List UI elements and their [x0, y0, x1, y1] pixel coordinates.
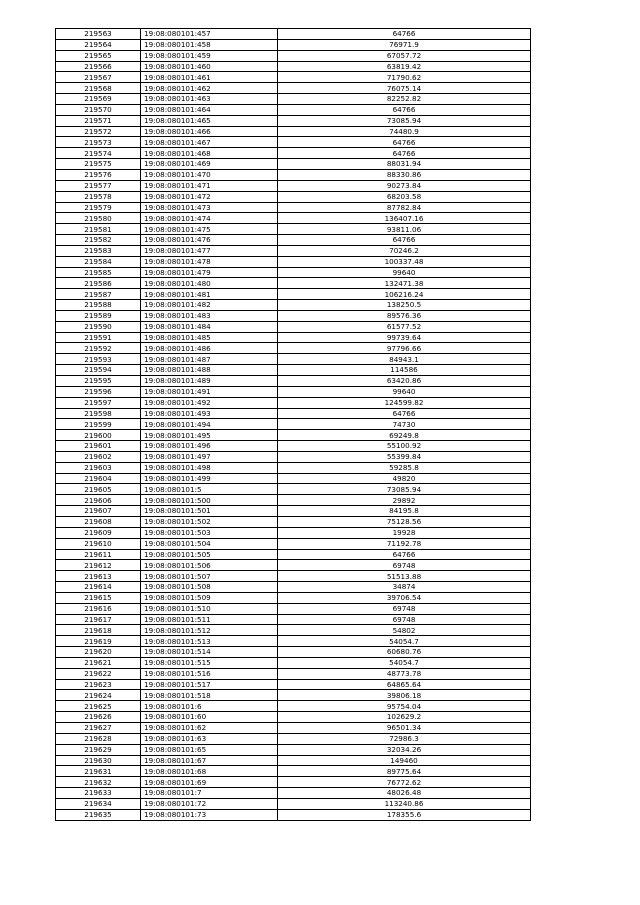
value-cell: 95754.04 [278, 701, 531, 712]
value-cell: 60680.76 [278, 647, 531, 658]
data-table [55, 28, 531, 821]
value-cell: 39806.18 [278, 690, 531, 701]
row-id-cell: 219567 [56, 72, 141, 83]
row-id-cell: 219566 [56, 61, 141, 72]
cadastral-number-cell: 19:08:080101:466 [141, 126, 278, 137]
row-id-cell: 219563 [56, 29, 141, 40]
table-row [56, 657, 531, 668]
value-cell: 88330.86 [278, 169, 531, 180]
cadastral-number-cell: 19:08:080101:489 [141, 376, 278, 387]
value-cell: 87782.84 [278, 202, 531, 213]
cadastral-number-cell: 19:08:080101:473 [141, 202, 278, 213]
row-id-cell: 219586 [56, 278, 141, 289]
row-id-cell: 219613 [56, 571, 141, 582]
row-id-cell: 219622 [56, 668, 141, 679]
table-row [56, 451, 531, 462]
row-id-cell: 219625 [56, 701, 141, 712]
table-row [56, 582, 531, 593]
table-row [56, 256, 531, 267]
value-cell: 76075.14 [278, 83, 531, 94]
table-row [56, 701, 531, 712]
value-cell: 55399.84 [278, 451, 531, 462]
table-row [56, 115, 531, 126]
row-id-cell: 219591 [56, 332, 141, 343]
table-row [56, 560, 531, 571]
row-id-cell: 219602 [56, 451, 141, 462]
row-id-cell: 219629 [56, 744, 141, 755]
cadastral-number-cell: 19:08:080101:493 [141, 408, 278, 419]
cadastral-number-cell: 19:08:080101:506 [141, 560, 278, 571]
row-id-cell: 219565 [56, 50, 141, 61]
row-id-cell: 219589 [56, 310, 141, 321]
cadastral-number-cell: 19:08:080101:5 [141, 484, 278, 495]
row-id-cell: 219616 [56, 603, 141, 614]
cadastral-number-cell: 19:08:080101:491 [141, 386, 278, 397]
value-cell: 32034.26 [278, 744, 531, 755]
table-row [56, 516, 531, 527]
value-cell: 84195.8 [278, 506, 531, 517]
table-row [56, 321, 531, 332]
table-row [56, 473, 531, 484]
cadastral-number-cell: 19:08:080101:492 [141, 397, 278, 408]
table-row [56, 235, 531, 246]
value-cell: 132471.38 [278, 278, 531, 289]
row-id-cell: 219588 [56, 300, 141, 311]
row-id-cell: 219577 [56, 180, 141, 191]
table-row [56, 495, 531, 506]
table-row [56, 310, 531, 321]
row-id-cell: 219614 [56, 582, 141, 593]
table-row [56, 755, 531, 766]
table-row [56, 137, 531, 148]
cadastral-number-cell: 19:08:080101:467 [141, 137, 278, 148]
cadastral-number-cell: 19:08:080101:65 [141, 744, 278, 755]
row-id-cell: 219611 [56, 549, 141, 560]
row-id-cell: 219573 [56, 137, 141, 148]
cadastral-number-cell: 19:08:080101:508 [141, 582, 278, 593]
table-row [56, 191, 531, 202]
table-row [56, 690, 531, 701]
value-cell: 39706.54 [278, 592, 531, 603]
cadastral-number-cell: 19:08:080101:468 [141, 148, 278, 159]
cadastral-number-cell: 19:08:080101:514 [141, 647, 278, 658]
cadastral-number-cell: 19:08:080101:507 [141, 571, 278, 582]
table-row [56, 614, 531, 625]
cadastral-number-cell: 19:08:080101:465 [141, 115, 278, 126]
cadastral-number-cell: 19:08:080101:486 [141, 343, 278, 354]
value-cell: 82252.82 [278, 94, 531, 105]
row-id-cell: 219575 [56, 159, 141, 170]
row-id-cell: 219606 [56, 495, 141, 506]
value-cell: 51513.88 [278, 571, 531, 582]
value-cell: 99640 [278, 267, 531, 278]
row-id-cell: 219593 [56, 354, 141, 365]
table-row [56, 354, 531, 365]
row-id-cell: 219568 [56, 83, 141, 94]
row-id-cell: 219626 [56, 712, 141, 723]
value-cell: 99739.64 [278, 332, 531, 343]
value-cell: 73085.94 [278, 115, 531, 126]
value-cell: 64766 [278, 549, 531, 560]
row-id-cell: 219587 [56, 289, 141, 300]
row-id-cell: 219581 [56, 224, 141, 235]
cadastral-number-cell: 19:08:080101:478 [141, 256, 278, 267]
value-cell: 71790.62 [278, 72, 531, 83]
row-id-cell: 219574 [56, 148, 141, 159]
table-row [56, 462, 531, 473]
row-id-cell: 219564 [56, 39, 141, 50]
cadastral-number-cell: 19:08:080101:72 [141, 798, 278, 809]
row-id-cell: 219580 [56, 213, 141, 224]
cadastral-number-cell: 19:08:080101:518 [141, 690, 278, 701]
value-cell: 102629.2 [278, 712, 531, 723]
row-id-cell: 219598 [56, 408, 141, 419]
value-cell: 114586 [278, 365, 531, 376]
table-row [56, 343, 531, 354]
value-cell: 76772.62 [278, 777, 531, 788]
table-row [56, 625, 531, 636]
value-cell: 63420.86 [278, 376, 531, 387]
cadastral-number-cell: 19:08:080101:457 [141, 29, 278, 40]
cadastral-number-cell: 19:08:080101:470 [141, 169, 278, 180]
value-cell: 48026.48 [278, 788, 531, 799]
cadastral-number-cell: 19:08:080101:509 [141, 592, 278, 603]
table-row [56, 733, 531, 744]
cadastral-number-cell: 19:08:080101:503 [141, 527, 278, 538]
table-row [56, 386, 531, 397]
row-id-cell: 219632 [56, 777, 141, 788]
value-cell: 64766 [278, 235, 531, 246]
value-cell: 178355.6 [278, 809, 531, 820]
value-cell: 63819.42 [278, 61, 531, 72]
cadastral-number-cell: 19:08:080101:515 [141, 657, 278, 668]
cadastral-number-cell: 19:08:080101:479 [141, 267, 278, 278]
value-cell: 113240.86 [278, 798, 531, 809]
cadastral-number-cell: 19:08:080101:462 [141, 83, 278, 94]
value-cell: 138250.5 [278, 300, 531, 311]
cadastral-number-cell: 19:08:080101:463 [141, 94, 278, 105]
table-row [56, 267, 531, 278]
cadastral-number-cell: 19:08:080101:459 [141, 50, 278, 61]
row-id-cell: 219621 [56, 657, 141, 668]
table-row [56, 202, 531, 213]
value-cell: 64766 [278, 104, 531, 115]
value-cell: 48773.78 [278, 668, 531, 679]
value-cell: 74730 [278, 419, 531, 430]
row-id-cell: 219600 [56, 430, 141, 441]
cadastral-number-cell: 19:08:080101:480 [141, 278, 278, 289]
cadastral-number-cell: 19:08:080101:516 [141, 668, 278, 679]
row-id-cell: 219608 [56, 516, 141, 527]
row-id-cell: 219584 [56, 256, 141, 267]
row-id-cell: 219627 [56, 723, 141, 734]
cadastral-number-cell: 19:08:080101:458 [141, 39, 278, 50]
row-id-cell: 219604 [56, 473, 141, 484]
table-row [56, 484, 531, 495]
table-row [56, 506, 531, 517]
table-row [56, 592, 531, 603]
value-cell: 75128.56 [278, 516, 531, 527]
value-cell: 88031.94 [278, 159, 531, 170]
row-id-cell: 219603 [56, 462, 141, 473]
value-cell: 136407.16 [278, 213, 531, 224]
cadastral-number-cell: 19:08:080101:487 [141, 354, 278, 365]
row-id-cell: 219582 [56, 235, 141, 246]
value-cell: 69249.8 [278, 430, 531, 441]
row-id-cell: 219633 [56, 788, 141, 799]
value-cell: 76971.9 [278, 39, 531, 50]
cadastral-number-cell: 19:08:080101:475 [141, 224, 278, 235]
value-cell: 64766 [278, 148, 531, 159]
table-row [56, 289, 531, 300]
value-cell: 106216.24 [278, 289, 531, 300]
table-row [56, 636, 531, 647]
row-id-cell: 219624 [56, 690, 141, 701]
row-id-cell: 219615 [56, 592, 141, 603]
table-row [56, 104, 531, 115]
table-row [56, 679, 531, 690]
row-id-cell: 219594 [56, 365, 141, 376]
row-id-cell: 219599 [56, 419, 141, 430]
row-id-cell: 219590 [56, 321, 141, 332]
table-row [56, 29, 531, 40]
table-row [56, 332, 531, 343]
row-id-cell: 219607 [56, 506, 141, 517]
cadastral-number-cell: 19:08:080101:474 [141, 213, 278, 224]
value-cell: 89576.36 [278, 310, 531, 321]
cadastral-number-cell: 19:08:080101:6 [141, 701, 278, 712]
table-row [56, 397, 531, 408]
table-row [56, 723, 531, 734]
row-id-cell: 219585 [56, 267, 141, 278]
value-cell: 72986.3 [278, 733, 531, 744]
value-cell: 64766 [278, 408, 531, 419]
cadastral-number-cell: 19:08:080101:500 [141, 495, 278, 506]
row-id-cell: 219572 [56, 126, 141, 137]
table-row [56, 300, 531, 311]
cadastral-number-cell: 19:08:080101:69 [141, 777, 278, 788]
row-id-cell: 219578 [56, 191, 141, 202]
value-cell: 64766 [278, 29, 531, 40]
cadastral-number-cell: 19:08:080101:517 [141, 679, 278, 690]
table-row [56, 94, 531, 105]
table-row [56, 50, 531, 61]
value-cell: 54054.7 [278, 657, 531, 668]
value-cell: 29892 [278, 495, 531, 506]
row-id-cell: 219601 [56, 441, 141, 452]
row-id-cell: 219597 [56, 397, 141, 408]
cadastral-number-cell: 19:08:080101:512 [141, 625, 278, 636]
table-row [56, 603, 531, 614]
cadastral-number-cell: 19:08:080101:481 [141, 289, 278, 300]
cadastral-number-cell: 19:08:080101:472 [141, 191, 278, 202]
table-row [56, 788, 531, 799]
row-id-cell: 219596 [56, 386, 141, 397]
table-row [56, 169, 531, 180]
cadastral-number-cell: 19:08:080101:496 [141, 441, 278, 452]
row-id-cell: 219623 [56, 679, 141, 690]
row-id-cell: 219631 [56, 766, 141, 777]
cadastral-number-cell: 19:08:080101:497 [141, 451, 278, 462]
value-cell: 59285.8 [278, 462, 531, 473]
row-id-cell: 219618 [56, 625, 141, 636]
value-cell: 90273.84 [278, 180, 531, 191]
table-row [56, 245, 531, 256]
value-cell: 68203.58 [278, 191, 531, 202]
cadastral-number-cell: 19:08:080101:469 [141, 159, 278, 170]
value-cell: 69748 [278, 603, 531, 614]
value-cell: 34874 [278, 582, 531, 593]
cadastral-number-cell: 19:08:080101:7 [141, 788, 278, 799]
cadastral-number-cell: 19:08:080101:504 [141, 538, 278, 549]
value-cell: 69748 [278, 560, 531, 571]
cadastral-number-cell: 19:08:080101:464 [141, 104, 278, 115]
table-row [56, 126, 531, 137]
cadastral-number-cell: 19:08:080101:494 [141, 419, 278, 430]
cadastral-number-cell: 19:08:080101:482 [141, 300, 278, 311]
value-cell: 55100.92 [278, 441, 531, 452]
table-row [56, 744, 531, 755]
value-cell: 61577.52 [278, 321, 531, 332]
row-id-cell: 219579 [56, 202, 141, 213]
cadastral-number-cell: 19:08:080101:68 [141, 766, 278, 777]
cadastral-number-cell: 19:08:080101:483 [141, 310, 278, 321]
value-cell: 54054.7 [278, 636, 531, 647]
value-cell: 70246.2 [278, 245, 531, 256]
cadastral-number-cell: 19:08:080101:67 [141, 755, 278, 766]
cadastral-number-cell: 19:08:080101:476 [141, 235, 278, 246]
row-id-cell: 219576 [56, 169, 141, 180]
cadastral-number-cell: 19:08:080101:460 [141, 61, 278, 72]
cadastral-number-cell: 19:08:080101:495 [141, 430, 278, 441]
row-id-cell: 219620 [56, 647, 141, 658]
cadastral-number-cell: 19:08:080101:502 [141, 516, 278, 527]
row-id-cell: 219595 [56, 376, 141, 387]
table-row [56, 668, 531, 679]
table-row [56, 224, 531, 235]
cadastral-number-cell: 19:08:080101:510 [141, 603, 278, 614]
row-id-cell: 219609 [56, 527, 141, 538]
cadastral-number-cell: 19:08:080101:60 [141, 712, 278, 723]
table-row [56, 712, 531, 723]
table-row [56, 527, 531, 538]
value-cell: 71192.78 [278, 538, 531, 549]
value-cell: 124599.82 [278, 397, 531, 408]
value-cell: 99640 [278, 386, 531, 397]
table-row [56, 571, 531, 582]
cadastral-number-cell: 19:08:080101:461 [141, 72, 278, 83]
row-id-cell: 219634 [56, 798, 141, 809]
row-id-cell: 219630 [56, 755, 141, 766]
row-id-cell: 219605 [56, 484, 141, 495]
value-cell: 97796.66 [278, 343, 531, 354]
table-row [56, 419, 531, 430]
cadastral-number-cell: 19:08:080101:511 [141, 614, 278, 625]
cadastral-number-cell: 19:08:080101:63 [141, 733, 278, 744]
cadastral-number-cell: 19:08:080101:513 [141, 636, 278, 647]
table-row [56, 61, 531, 72]
value-cell: 64865.64 [278, 679, 531, 690]
value-cell: 74480.9 [278, 126, 531, 137]
value-cell: 96501.34 [278, 723, 531, 734]
table-row [56, 430, 531, 441]
table-row [56, 83, 531, 94]
cadastral-number-cell: 19:08:080101:498 [141, 462, 278, 473]
table-row [56, 159, 531, 170]
value-cell: 84943.1 [278, 354, 531, 365]
value-cell: 64766 [278, 137, 531, 148]
table-row [56, 278, 531, 289]
cadastral-number-cell: 19:08:080101:505 [141, 549, 278, 560]
row-id-cell: 219617 [56, 614, 141, 625]
table-row [56, 647, 531, 658]
table-row [56, 213, 531, 224]
cadastral-number-cell: 19:08:080101:501 [141, 506, 278, 517]
value-cell: 73085.94 [278, 484, 531, 495]
value-cell: 69748 [278, 614, 531, 625]
row-id-cell: 219619 [56, 636, 141, 647]
cadastral-number-cell: 19:08:080101:477 [141, 245, 278, 256]
value-cell: 89775.64 [278, 766, 531, 777]
table-row [56, 538, 531, 549]
row-id-cell: 219569 [56, 94, 141, 105]
table-row [56, 549, 531, 560]
row-id-cell: 219570 [56, 104, 141, 115]
value-cell: 67057.72 [278, 50, 531, 61]
table-row [56, 148, 531, 159]
row-id-cell: 219583 [56, 245, 141, 256]
table-row [56, 809, 531, 820]
table-row [56, 777, 531, 788]
cadastral-number-cell: 19:08:080101:488 [141, 365, 278, 376]
value-cell: 149460 [278, 755, 531, 766]
row-id-cell: 219571 [56, 115, 141, 126]
cadastral-number-cell: 19:08:080101:62 [141, 723, 278, 734]
row-id-cell: 219635 [56, 809, 141, 820]
row-id-cell: 219610 [56, 538, 141, 549]
row-id-cell: 219592 [56, 343, 141, 354]
cadastral-number-cell: 19:08:080101:73 [141, 809, 278, 820]
table-row [56, 798, 531, 809]
table-row [56, 365, 531, 376]
table-row [56, 408, 531, 419]
cadastral-number-cell: 19:08:080101:471 [141, 180, 278, 191]
table-body [56, 29, 531, 821]
cadastral-number-cell: 19:08:080101:484 [141, 321, 278, 332]
cadastral-number-cell: 19:08:080101:485 [141, 332, 278, 343]
value-cell: 49820 [278, 473, 531, 484]
value-cell: 54802 [278, 625, 531, 636]
value-cell: 19928 [278, 527, 531, 538]
table-row [56, 376, 531, 387]
value-cell: 100337.48 [278, 256, 531, 267]
table-row [56, 72, 531, 83]
row-id-cell: 219628 [56, 733, 141, 744]
table-row [56, 766, 531, 777]
table-row [56, 39, 531, 50]
table-row [56, 441, 531, 452]
value-cell: 93811.06 [278, 224, 531, 235]
table-row [56, 180, 531, 191]
row-id-cell: 219612 [56, 560, 141, 571]
cadastral-number-cell: 19:08:080101:499 [141, 473, 278, 484]
